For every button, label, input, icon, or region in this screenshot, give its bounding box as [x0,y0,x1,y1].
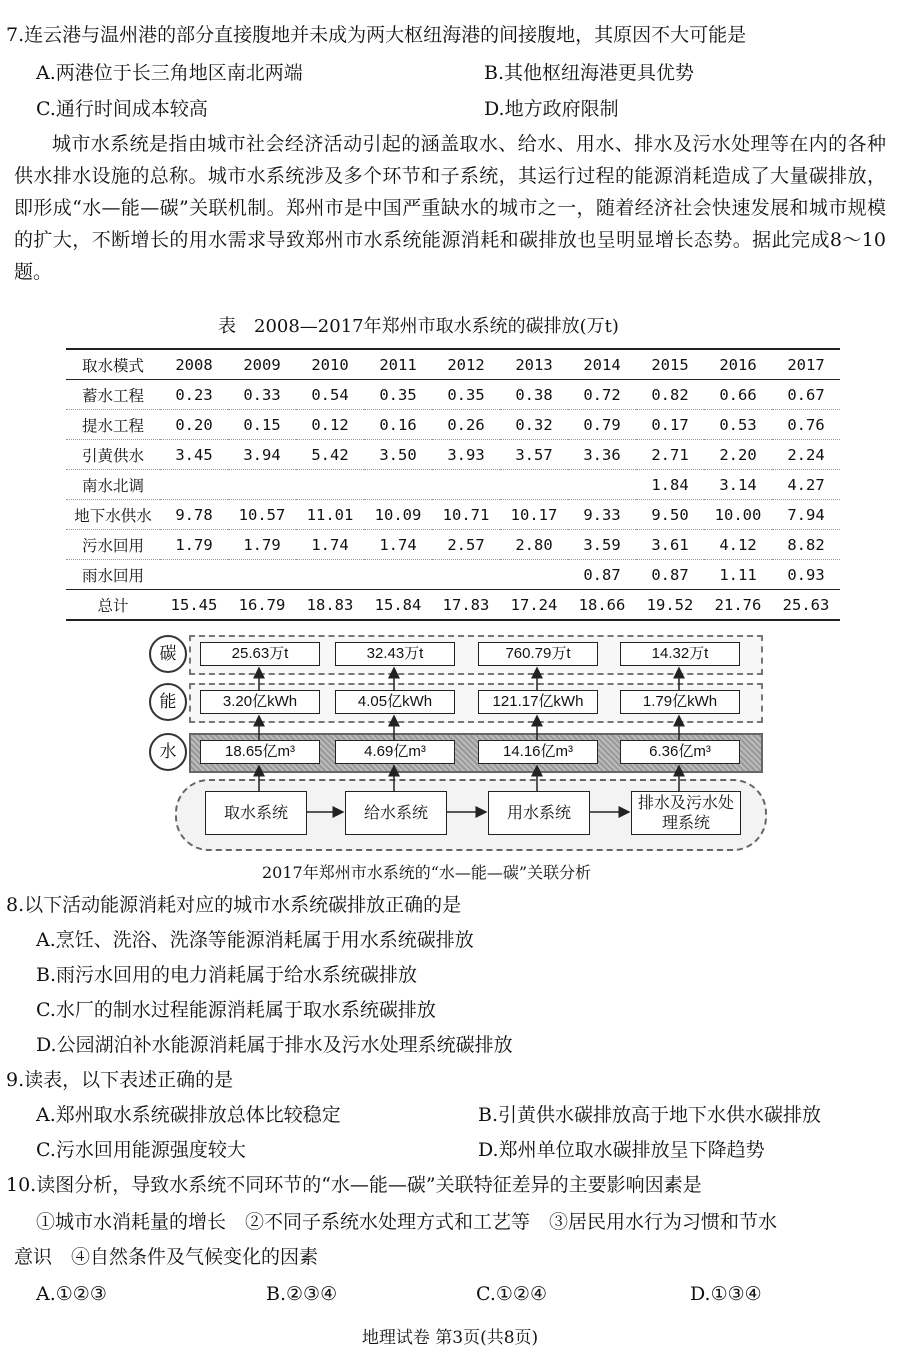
table-cell: 1.79 [175,535,213,554]
table-cell: 0.79 [583,415,621,434]
table-cell: 17.24 [510,595,558,614]
table-row [66,500,840,530]
q10-stem: 10.读图分析，导致水系统不同环节的“水—能—碳”关联特征差异的主要影响因素是 [6,1174,702,1196]
table-cell: 0.17 [651,415,689,434]
table-cell: 5.42 [311,445,349,464]
table-row [66,440,840,470]
table-cell: 21.76 [714,595,762,614]
q9-option-c: C.污水回用能源强度较大 [36,1139,246,1161]
q8-option-b: B.雨污水回用的电力消耗属于给水系统碳排放 [36,964,418,986]
table-cell: 0.38 [515,385,553,404]
water-value-4: 6.36亿m³ [620,740,740,764]
table-cell: 15.84 [374,595,422,614]
table-cell: 1.79 [243,535,281,554]
table-cell: 0.32 [515,415,553,434]
q10-option-d: D.①③④ [690,1283,762,1305]
q7-option-b: B.其他枢纽海港更具优势 [484,62,695,84]
table-cell: 9.78 [175,505,213,524]
table-cell: 15.45 [170,595,218,614]
carbon-value-1: 25.63万t [200,642,320,666]
table-cell: 0.76 [787,415,825,434]
table-cell: 0.72 [583,385,621,404]
table-cell: 16.79 [238,595,286,614]
table-row [66,560,840,590]
table-cell: 0.54 [311,385,349,404]
table-cell [432,560,500,590]
q9-stem: 9.读表，以下表述正确的是 [6,1069,234,1091]
table-cell: 2.71 [651,445,689,464]
table-cell [228,560,296,590]
row-label: 地下水供水 [74,506,152,525]
table-cell: 2.80 [515,535,553,554]
table-caption: 表 2008—2017年郑州市取水系统的碳排放(万t) [218,316,619,337]
water-value-1: 18.65亿m³ [200,740,320,764]
table-cell: 0.15 [243,415,281,434]
column-header-year: 2017 [787,355,825,374]
water-value-2: 4.69亿m³ [335,740,455,764]
table-cell [160,560,228,590]
table-cell [296,560,364,590]
energy-value-1: 3.20亿kWh [200,690,320,714]
table-cell: 2.57 [447,535,485,554]
table-cell: 0.93 [787,565,825,584]
q10-items-line1: ①城市水消耗量的增长 ②不同子系统水处理方式和工艺等 ③居民用水行为习惯和节水 [36,1211,778,1233]
system-use: 用水系统 [488,791,590,835]
table-row [66,380,840,410]
table-cell: 0.66 [719,385,757,404]
column-header-year: 2009 [243,355,281,374]
table-cell: 0.82 [651,385,689,404]
q8-stem: 8.以下活动能源消耗对应的城市水系统碳排放正确的是 [6,894,462,916]
table-cell: 19.52 [646,595,694,614]
q9-option-b: B.引黄供水碳排放高于地下水供水碳排放 [478,1104,822,1126]
table-cell: 18.66 [578,595,626,614]
table-cell: 4.12 [719,535,757,554]
table-cell: 18.83 [306,595,354,614]
table-cell: 2.24 [787,445,825,464]
column-header-year: 2010 [311,355,349,374]
table-cell: 2.20 [719,445,757,464]
column-header-year: 2012 [447,355,485,374]
table-cell: 0.26 [447,415,485,434]
table-cell: 3.57 [515,445,553,464]
table-cell: 0.16 [379,415,417,434]
table-cell [500,560,568,590]
table-cell: 10.09 [374,505,422,524]
table-cell: 0.67 [787,385,825,404]
table-cell [160,470,228,500]
column-header-year: 2011 [379,355,417,374]
q10-option-c: C.①②④ [476,1283,547,1305]
table-cell: 0.12 [311,415,349,434]
table-cell [500,470,568,500]
table-cell: 17.83 [442,595,490,614]
table-cell: 3.36 [583,445,621,464]
energy-value-3: 121.17亿kWh [478,690,598,714]
table-cell [364,560,432,590]
table-cell: 0.87 [583,565,621,584]
diagram-caption: 2017年郑州市水系统的“水—能—碳”关联分析 [262,863,592,882]
table-cell [364,470,432,500]
table-row [66,530,840,560]
column-header-mode: 取水模式 [81,356,144,375]
column-header-year: 2016 [719,355,757,374]
table-row [66,590,840,621]
table-cell: 0.23 [175,385,213,404]
table-cell: 10.71 [442,505,490,524]
column-header-year: 2013 [515,355,553,374]
q7-stem: 7.连云港与温州港的部分直接腹地并未成为两大枢纽海港的间接腹地，其原因不大可能是 [6,24,747,46]
table-cell: 25.63 [782,595,830,614]
table-cell: 3.59 [583,535,621,554]
column-header-year: 2014 [583,355,621,374]
table-cell: 0.87 [651,565,689,584]
table-cell: 10.00 [714,505,762,524]
q8-option-c: C.水厂的制水过程能源消耗属于取水系统碳排放 [36,999,436,1021]
carbon-label: 碳 [149,635,187,673]
table-cell: 7.94 [787,505,825,524]
system-drainage-treatment: 排水及污水处理系统 [631,791,741,835]
water-label: 水 [149,733,187,771]
table-row [66,470,840,500]
table-cell: 1.11 [719,565,757,584]
table-cell: 3.14 [719,475,757,494]
energy-label: 能 [149,683,187,721]
carbon-value-4: 14.32万t [620,642,740,666]
q7-option-c: C.通行时间成本较高 [36,98,208,120]
q10-items-line2: 意识 ④自然条件及气候变化的因素 [14,1246,319,1268]
table-cell: 10.17 [510,505,558,524]
table-cell: 0.20 [175,415,213,434]
row-label: 蓄水工程 [81,386,144,405]
table-cell [432,470,500,500]
row-label: 雨水回用 [81,566,144,585]
intro-paragraph: 城市水系统是指由城市社会经济活动引起的涵盖取水、给水、用水、排水及污水处理等在内的各种供水排水设施的总称。城市水系统涉及多个环节和子系统，其运行过程的能源消耗造成了大量碳排放，即形成“水—能—碳”关联机制。郑州市是中国严重缺水的城市之一，随着经济社会快速发展和城市规模的扩大，不断增长的用水需求导致郑州市水系统能源消耗和碳排放也呈明显增长态势。据此完成8～10题。 [14,133,886,283]
table-cell: 0.35 [447,385,485,404]
table-cell: 9.33 [583,505,621,524]
table-cell: 3.94 [243,445,281,464]
q7-option-a: A.两港位于长三角地区南北两端 [36,62,303,84]
q8-option-d: D.公园湖泊补水能源消耗属于排水及污水处理系统碳排放 [36,1034,513,1056]
row-label: 提水工程 [81,416,144,435]
carbon-emission-table [66,348,840,621]
carbon-value-3: 760.79万t [478,642,598,666]
page-footer: 地理试卷 第3页(共8页) [361,1328,539,1348]
energy-value-2: 4.05亿kWh [335,690,455,714]
system-intake: 取水系统 [205,791,307,835]
row-label: 污水回用 [81,536,144,555]
table-cell: 0.33 [243,385,281,404]
table-cell: 1.84 [651,475,689,494]
system-supply: 给水系统 [345,791,447,835]
table-header-row [66,349,840,380]
table-row [66,410,840,440]
table-cell: 9.50 [651,505,689,524]
carbon-value-2: 32.43万t [335,642,455,666]
table-cell: 3.61 [651,535,689,554]
table-cell: 10.57 [238,505,286,524]
table-cell [568,470,636,500]
water-value-3: 14.16亿m³ [478,740,598,764]
column-header-year: 2015 [651,355,689,374]
q8-option-a: A.烹饪、洗浴、洗涤等能源消耗属于用水系统碳排放 [36,929,474,951]
table-cell: 11.01 [306,505,354,524]
q10-option-a: A.①②③ [36,1283,107,1305]
row-label: 引黄供水 [81,446,144,465]
table-cell: 0.35 [379,385,417,404]
table-cell: 8.82 [787,535,825,554]
table-cell: 3.93 [447,445,485,464]
q9-option-d: D.郑州单位取水碳排放呈下降趋势 [478,1139,765,1161]
table-cell: 3.45 [175,445,213,464]
column-header-year: 2008 [175,355,213,374]
row-label: 总计 [97,596,129,615]
table-cell: 1.74 [311,535,349,554]
q7-option-d: D.地方政府限制 [484,98,619,120]
row-label: 南水北调 [81,476,144,495]
table-cell [296,470,364,500]
table-cell: 0.53 [719,415,757,434]
table-cell: 1.74 [379,535,417,554]
table-cell: 3.50 [379,445,417,464]
table-cell [228,470,296,500]
water-energy-carbon-diagram [145,633,765,863]
table-cell: 4.27 [787,475,825,494]
q10-option-b: B.②③④ [266,1283,338,1305]
diagram-arrows [145,633,765,863]
energy-value-4: 1.79亿kWh [620,690,740,714]
q9-option-a: A.郑州取水系统碳排放总体比较稳定 [36,1104,341,1126]
